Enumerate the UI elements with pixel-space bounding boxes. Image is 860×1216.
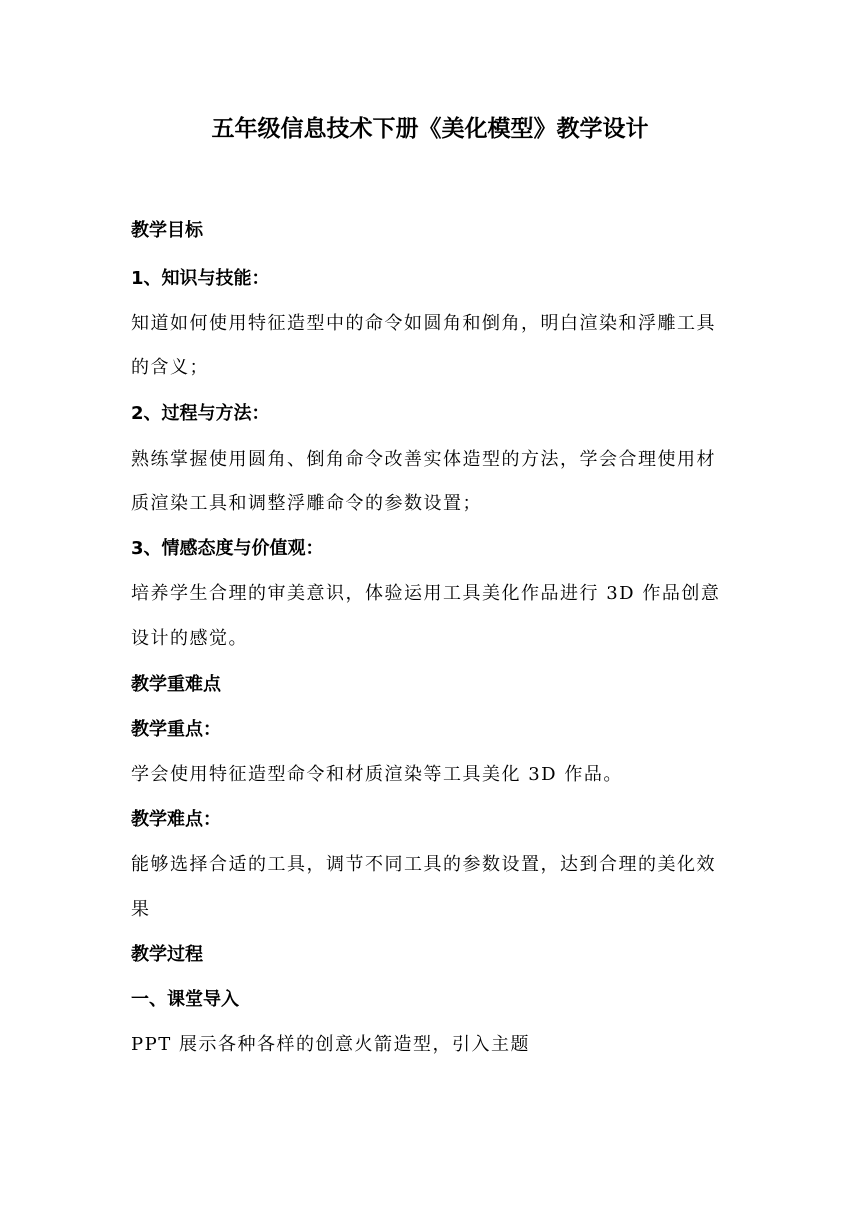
subheading-knowledge-skills: 1、知识与技能：	[131, 268, 270, 289]
paragraph-line: 质渲染工具和调整浮雕命令的参数设置；	[131, 493, 482, 514]
subheading-difficult-points: 教学难点：	[131, 809, 221, 830]
paragraph-line: 果	[131, 899, 151, 920]
paragraph-line: 培养学生合理的审美意识，体验运用工具美化作品进行 3D 作品创意	[131, 583, 721, 604]
paragraph-line: 能够选择合适的工具，调节不同工具的参数设置，达到合理的美化效	[131, 854, 716, 875]
paragraph-line: PPT 展示各种各样的创意火箭造型，引入主题	[131, 1034, 530, 1055]
paragraph-line: 熟练掌握使用圆角、倒角命令改善实体造型的方法，学会合理使用材	[131, 449, 716, 470]
section-heading-key-difficult-points: 教学重难点	[131, 674, 221, 695]
section-heading-teaching-objectives: 教学目标	[131, 220, 203, 241]
paragraph-line: 的含义；	[131, 357, 209, 378]
subheading-key-points: 教学重点：	[131, 719, 221, 740]
subheading-class-introduction: 一、课堂导入	[131, 989, 239, 1010]
subheading-process-methods: 2、过程与方法：	[131, 403, 270, 424]
section-heading-teaching-process: 教学过程	[131, 944, 203, 965]
paragraph-line: 知道如何使用特征造型中的命令如圆角和倒角，明白渲染和浮雕工具	[131, 313, 716, 334]
subheading-emotion-values: 3、情感态度与价值观：	[131, 538, 324, 559]
paragraph-line: 学会使用特征造型命令和材质渲染等工具美化 3D 作品。	[131, 764, 623, 785]
paragraph-line: 设计的感觉。	[131, 628, 248, 649]
document-title: 五年级信息技术下册《美化模型》教学设计	[211, 116, 649, 142]
